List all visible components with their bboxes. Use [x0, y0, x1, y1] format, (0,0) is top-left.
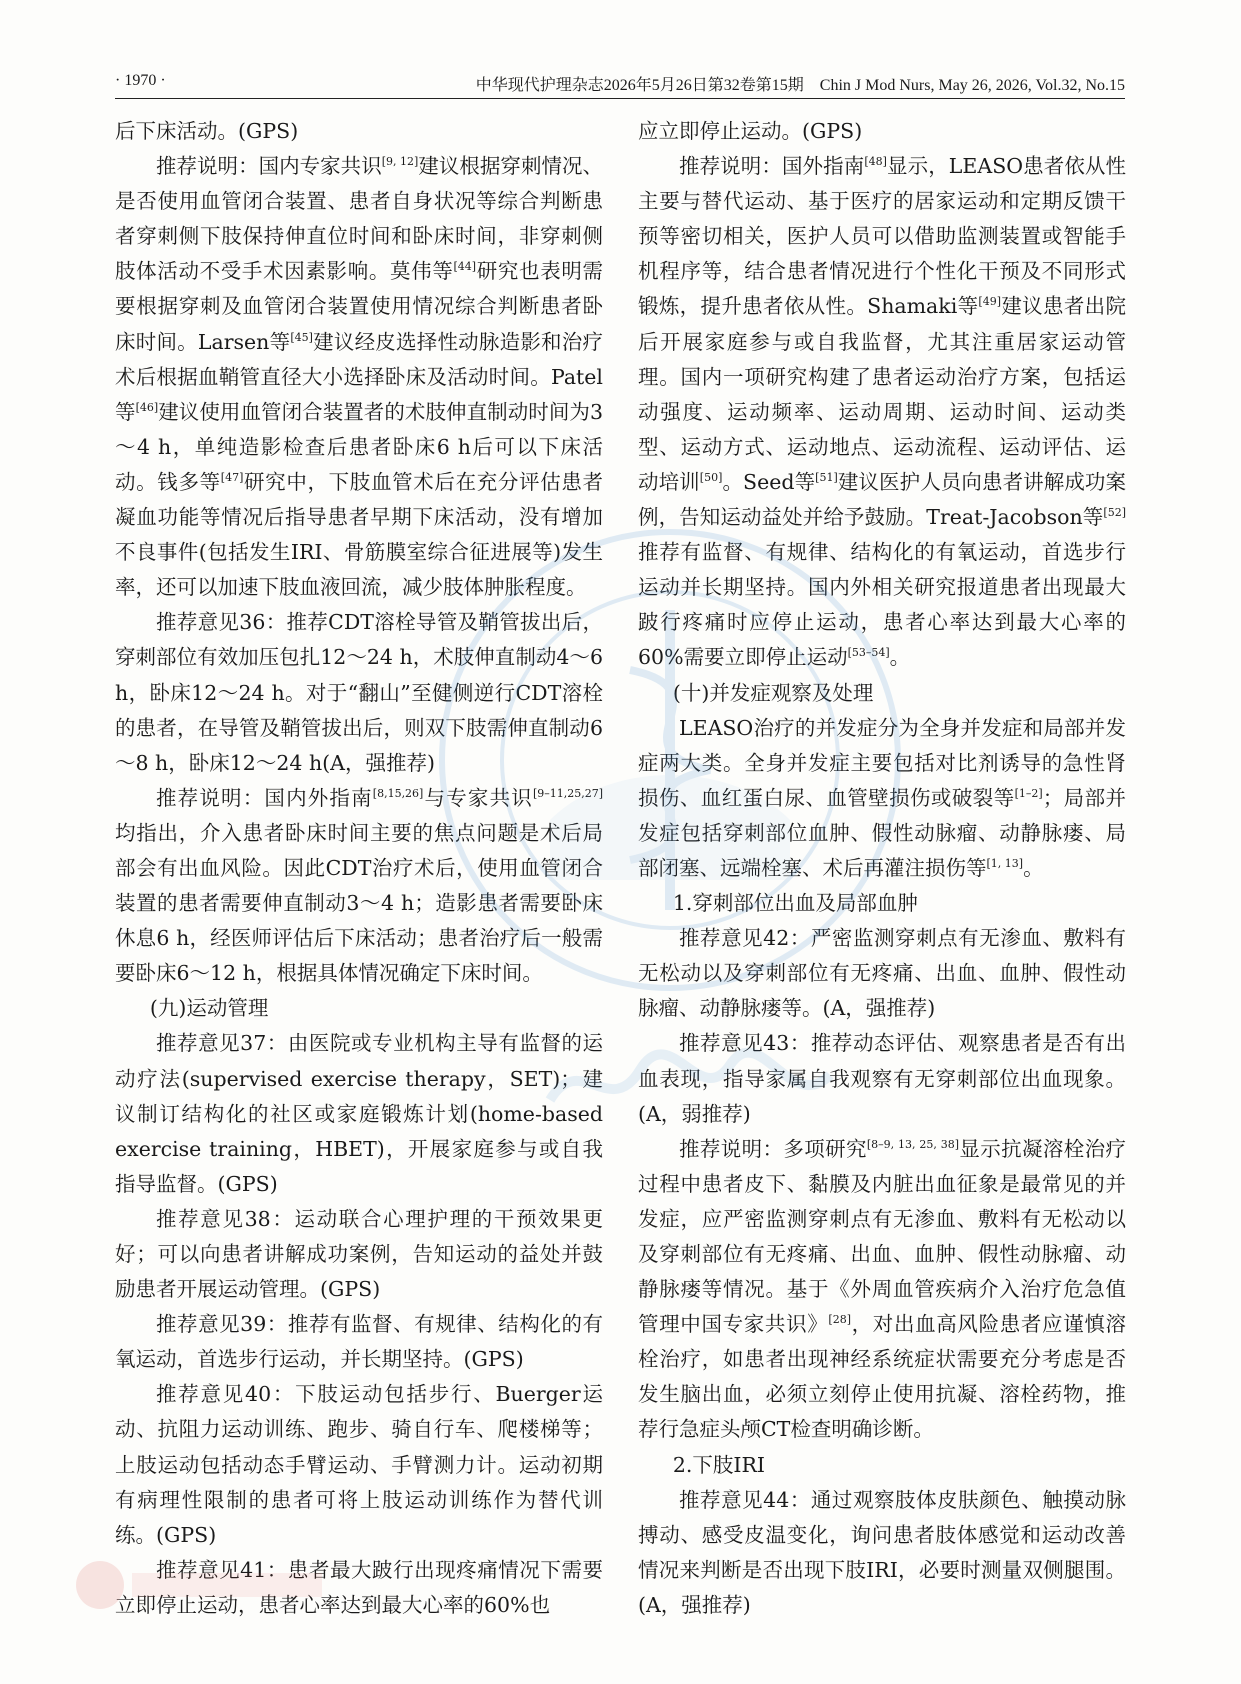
citation-ref: [51] [815, 471, 838, 485]
citation-ref: [50] [699, 471, 723, 485]
section-heading: 1.穿刺部位出血及局部血肿 [672, 891, 918, 916]
citation-ref: [52] [1103, 506, 1126, 520]
page-number: · 1970 · [115, 72, 166, 89]
citation-ref: [48] [864, 155, 887, 169]
left-text-column [115, 114, 603, 1623]
paragraph: 推荐意见40：下肢运动包括步行、Buerger运动、抗阻力运动训练、跑步、骑自行车、爬楼梯等；上肢运动包括动态手臂运动、手臂测力计。运动初期有病理性限制的患者可将上肢运动训练作为替代训练。(GPS) [115, 1382, 603, 1547]
right-text-column [638, 114, 1126, 1623]
paragraph: 推荐意见39：推荐有监督、有规律、结构化的有氧运动，首选步行运动，并长期坚持。(GPS) [115, 1312, 603, 1372]
citation-ref: [8,15,26] [372, 786, 424, 800]
citation-ref: [53–54] [847, 646, 890, 660]
paragraph: 推荐说明：国内外指南[8,15,26]与专家共识[9–11,25,27]均指出，介入患者卧床时间主要的焦点问题是术后局部会有出血风险。因此CDT治疗术后，使用血管闭合装置的患者需要伸直制动3～4 h；造影患者需要卧床休息6 h，经医师评估后下床活动；患者治疗后一般需要卧床6～12 h，根据具体情况确定下床时间。 [115, 785, 604, 986]
paragraph: LEASO治疗的并发症分为全身并发症和局部并发症两大类。全身并发症主要包括对比剂诱导的急性肾损伤、血红蛋白尿、血管壁损伤或破裂等[1–2]；局部并发症包括穿刺部位血肿、假性动脉瘤、动静脉瘘、局部闭塞、远端栓塞、术后再灌注损伤等[1, 13]。 [638, 715, 1127, 880]
journal-citation: 中华现代护理杂志2026年5月26日第32卷第15期 Chin J Mod Nurs, May 26, 2026, Vol.32, No.15 [475, 77, 1125, 94]
paragraph: 推荐意见43：推荐动态评估、观察患者是否有出血表现，指导家属自我观察有无穿刺部位出血现象。(A，弱推荐) [638, 1031, 1126, 1126]
paragraph: 推荐说明：国内专家共识[9, 12]建议根据穿刺情况、是否使用血管闭合装置、患者自身状况等综合判断患者穿刺侧下肢保持伸直位时间和卧床时间，非穿刺侧肢体活动不受手术因素影响。莫伟等[44]研究也表明需要根据穿刺及血管闭合装置使用情况综合判断患者卧床时间。Larsen等[45]建议经皮选择性动脉造影和治疗术后根据血鞘管直径大小选择卧床及活动时间。Patel等[46]建议使用血管闭合装置者的术肢伸直制动时间为3～4 h，单纯造影检查后患者卧床6 h后可以下床活动。钱多等[47]研究中，下肢血管术后在充分评估患者凝血功能等情况后指导患者早期下床活动，没有增加不良事件(包括发生IRI、骨筋膜室综合征进展等)发生率，还可以加速下肢血液回流，减少肢体肿胀程度。 [115, 154, 604, 600]
paragraph: 推荐意见36：推荐CDT溶栓导管及鞘管拔出后，穿刺部位有效加压包扎12～24 h，术肢伸直制动4～6 h，卧床12～24 h。对于“翻山”至健侧逆行CDT溶栓的患者，在导管及鞘管拔出后，则双下肢需伸直制动6～8 h，卧床12～24 h(A，强推荐) [115, 610, 603, 775]
paragraph: 推荐意见41：患者最大跛行出现疼痛情况下需要立即停止运动，患者心率达到最大心率的60%也 [115, 1557, 603, 1617]
section-heading: 2.下肢IRI [672, 1452, 766, 1477]
running-header [115, 68, 1125, 99]
section-heading: (九)运动管理 [149, 996, 269, 1021]
citation-ref: [9, 12] [381, 155, 419, 169]
paragraph: 应立即停止运动。(GPS) [638, 119, 863, 143]
citation-ref: [28] [828, 1313, 851, 1327]
citation-ref: [49] [978, 295, 1002, 309]
citation-ref: [45] [290, 330, 313, 344]
citation-ref: [9–11,25,27] [532, 786, 604, 800]
paragraph: 推荐意见38：运动联合心理护理的干预效果更好；可以向患者讲解成功案例，告知运动的益处并鼓励患者开展运动管理。(GPS) [115, 1206, 603, 1302]
citation-ref: [1, 13] [986, 857, 1024, 871]
citation-ref: [46] [135, 400, 159, 414]
paragraph: 推荐意见44：通过观察肢体皮肤颜色、触摸动脉搏动、感受皮温变化，询问患者肢体感觉和运动改善情况来判断是否出现下肢IRI，必要时测量双侧腿围。(A，强推荐) [638, 1487, 1126, 1617]
paragraph: 推荐说明：多项研究[8–9, 13, 25, 38]显示抗凝溶栓治疗过程中患者皮下、黏膜及内脏出血征象是最常见的并发症，应严密监测穿刺点有无渗血、敷料有无松动以及穿刺部位有无疼痛、出血、血肿、假性动脉瘤、动静脉瘘等情况。基于《外周血管疾病介入治疗危急值管理中国专家共识》[28]，对出血高风险患者应谨慎溶栓治疗，如患者出现神经系统症状需要充分考虑是否发生脑出血，必须立刻停止使用抗凝、溶栓药物，推荐行急症头颅CT检查明确诊断。 [638, 1136, 1127, 1442]
section-heading: (十)并发症观察及处理 [672, 680, 874, 705]
citation-ref: [8–9, 13, 25, 38] [866, 1137, 960, 1151]
citation-ref: [47] [220, 471, 244, 485]
paragraph: 推荐说明：国外指南[48]显示，LEASO患者依从性主要与替代运动、基于医疗的居家运动和定期反馈干预等密切相关，医护人员可以借助监测装置或智能手机程序等，结合患者情况进行个性化干预及不同形式锻炼，提升患者依从性。Shamaki等[49]建议患者出院后开展家庭参与或自我监督，尤其注重居家运动管理。国内一项研究构建了患者运动治疗方案，包括运动强度、运动频率、运动周期、运动时间、运动类型、运动方式、运动地点、运动流程、运动评估、运动培训[50]。Seed等[51]建议医护人员向患者讲解成功案例，告知运动益处并给予鼓励。Treat-Jacobson等[52]推荐有监督、有规律、结构化的有氧运动，首选步行运动并长期坚持。国内外相关研究报道患者出现最大跛行疼痛时应停止运动，患者心率达到最大心率的60%需要立即停止运动[53–54]。 [638, 154, 1127, 670]
paragraph: 后下床活动。(GPS) [115, 119, 299, 143]
paragraph: 推荐意见42：严密监测穿刺点有无渗血、敷料有无松动以及穿刺部位有无疼痛、出血、血肿、假性动脉瘤、动静脉瘘等。(A，强推荐) [638, 926, 1126, 1021]
citation-ref: [44] [453, 260, 477, 274]
citation-ref: [1–2] [1014, 786, 1043, 800]
paragraph: 推荐意见37：由医院或专业机构主导有监督的运动疗法(supervised exercise therapy，SET)；建议制订结构化的社区或家庭锻炼计划(home-based exercise training，HBET)，开展家庭参与或自我指导监督。(GPS) [115, 1031, 603, 1196]
